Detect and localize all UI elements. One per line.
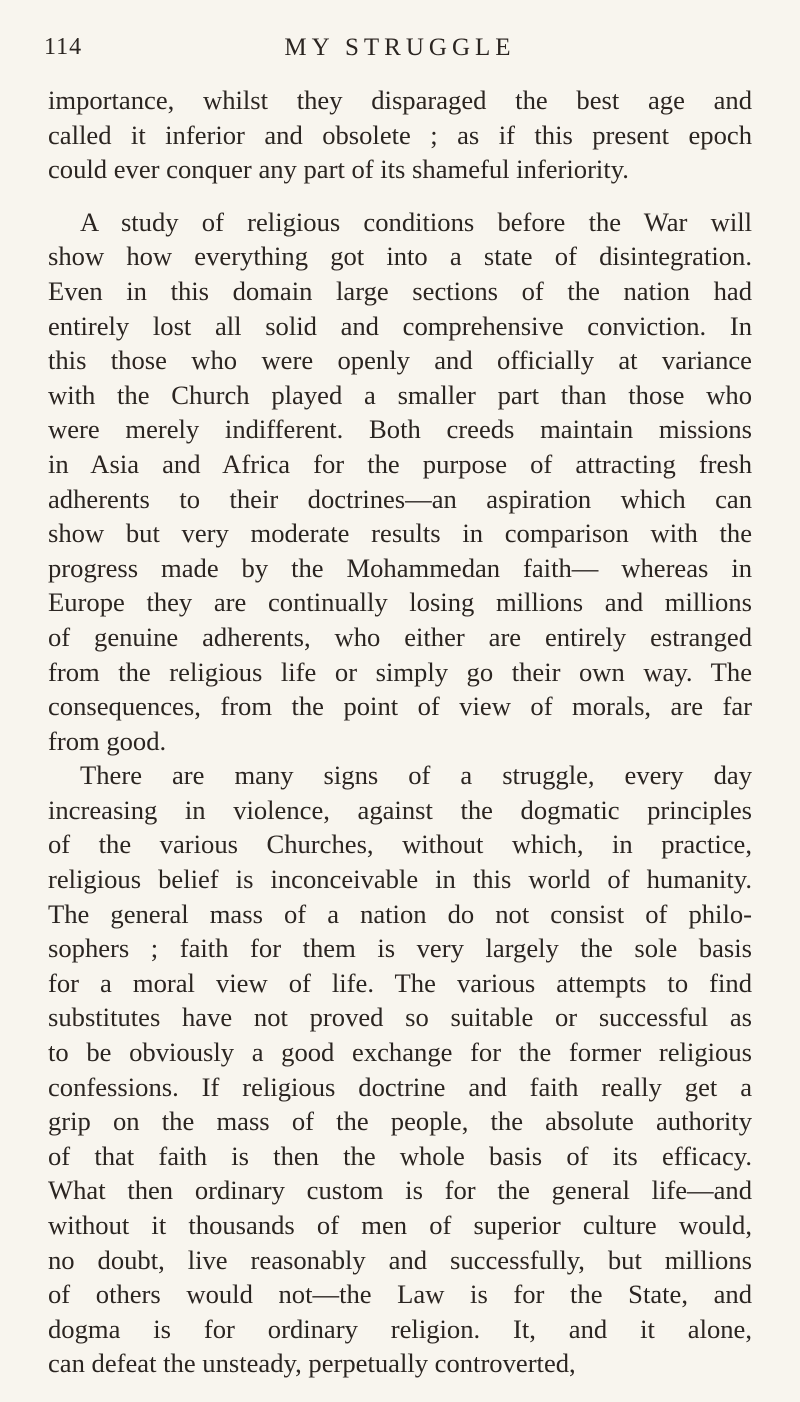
body-text [48, 83, 752, 1381]
text-line: A study of religious conditions before the War will [80, 206, 752, 237]
text-line: sophers ; faith for them is very largely the sole basis [48, 933, 752, 964]
text-line: dogma is for ordinary religion. It, and it alone, [48, 1313, 752, 1344]
text-line: The general mass of a nation do not consist of philo- [48, 898, 752, 929]
text-line: no doubt, live reasonably and successfully, but millions [48, 1244, 752, 1275]
text-line: to be obviously a good exchange for the former religious [48, 1037, 752, 1068]
text-line: called it inferior and obsolete ; as if this present epoch [48, 119, 752, 150]
text-line: from good. [48, 725, 167, 756]
text-line: of genuine adherents, who either are entirely estranged [48, 621, 752, 652]
text-line: religious belief is inconceivable in this world of humanity. [48, 864, 752, 895]
text-line: What then ordinary custom is for the general life—and [48, 1175, 752, 1206]
text-line: show how everything got into a state of disintegration. [48, 241, 752, 272]
text-line: were merely indifferent. Both creeds maintain missions [48, 414, 752, 445]
text-line: could ever conquer any part of its shameful inferiority. [48, 154, 629, 185]
text-line: of the various Churches, without which, in practice, [48, 829, 752, 860]
text-line: without it thousands of men of superior culture would, [48, 1210, 752, 1240]
text-line: for a moral view of life. The various attempts to find [48, 967, 752, 998]
text-line: entirely lost all solid and comprehensive conviction. In [48, 310, 752, 341]
text-line: grip on the mass of the people, the absolute authority [48, 1106, 752, 1137]
text-line: consequences, from the point of view of morals, are far [48, 691, 752, 722]
text-line: show but very moderate results in comparison with the [48, 518, 752, 549]
text-line: from the religious life or simply go their own way. The [48, 656, 752, 687]
text-line: this those who were openly and officially at variance [48, 345, 752, 376]
text-line: importance, whilst they disparaged the best age and [48, 85, 752, 115]
text-line: Even in this domain large sections of the nation had [48, 275, 752, 306]
running-head [44, 34, 756, 70]
paragraph [48, 205, 752, 759]
text-line: adherents to their doctrines—an aspiration which can [48, 483, 752, 514]
text-line: There are many signs of a struggle, every day [80, 760, 752, 791]
text-line: confessions. If religious doctrine and faith really get a [48, 1071, 752, 1102]
paragraph [48, 83, 752, 187]
paragraph-gap [48, 187, 752, 205]
page-number: 114 [44, 34, 83, 60]
text-line: with the Church played a smaller part than those who [48, 379, 752, 410]
text-line: progress made by the Mohammedan faith— whereas in [48, 552, 752, 583]
text-line: increasing in violence, against the dogmatic principles [48, 794, 752, 825]
text-line: substitutes have not proved so suitable or successful as [48, 1002, 752, 1033]
running-title: MY STRUGGLE [284, 34, 516, 61]
paragraph [48, 758, 752, 1381]
text-line: can defeat the unsteady, perpetually controverted, [48, 1348, 576, 1379]
text-line: of others would not—the Law is for the State, and [48, 1279, 752, 1310]
text-line: in Asia and Africa for the purpose of attracting fresh [48, 448, 752, 479]
text-line: of that faith is then the whole basis of its efficacy. [48, 1140, 752, 1171]
text-line: Europe they are continually losing millions and millions [48, 587, 752, 618]
